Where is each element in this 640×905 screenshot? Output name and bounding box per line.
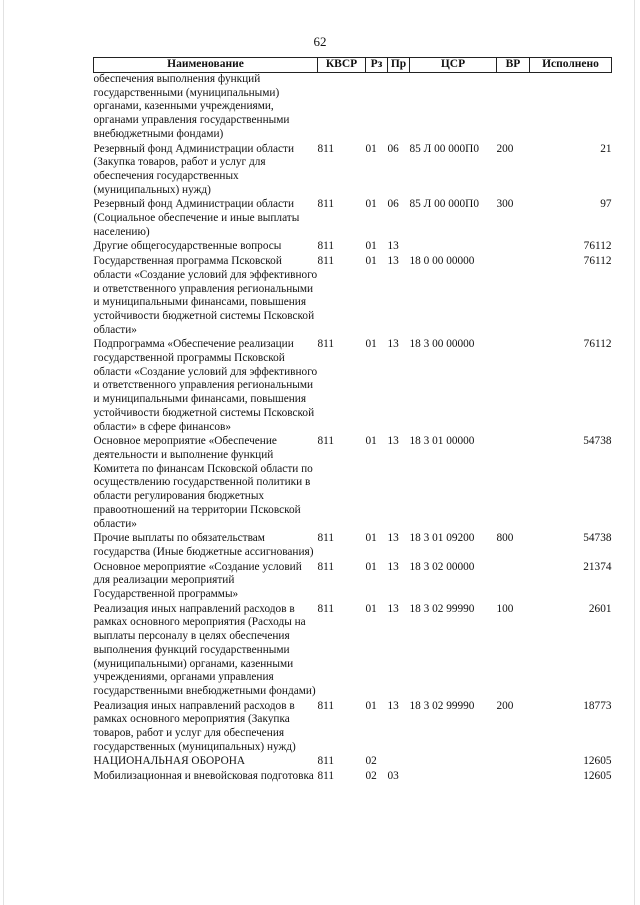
row-csr: 85 Л 00 000П0 bbox=[409, 142, 479, 155]
table-row bbox=[94, 532, 612, 560]
column-header-name: Наименование bbox=[94, 58, 318, 73]
row-csr bbox=[410, 755, 497, 770]
row-rz bbox=[366, 73, 388, 143]
row-kvsr: 811 bbox=[317, 435, 335, 448]
table-row bbox=[94, 255, 612, 338]
row-csr bbox=[410, 73, 497, 143]
budget-table bbox=[93, 57, 612, 785]
row-name: Резервный фонд Администрации области (Закупка товаров, работ и услуг для обеспечения государственных (муниципальных) нужд) bbox=[93, 142, 295, 196]
row-pr: 13 bbox=[387, 532, 399, 545]
row-vr: 200 bbox=[496, 142, 514, 155]
row-rz: 01 bbox=[365, 255, 377, 268]
row-vr bbox=[497, 435, 530, 532]
row-csr bbox=[410, 770, 497, 785]
row-name: Реализация иных направлений расходов в рамках основного мероприятия (Закупка товаров, работ и услуг для обеспечения государственных (муниципальных) нужд) bbox=[93, 699, 296, 753]
column-header-vr: ВР bbox=[497, 58, 530, 73]
row-rz: 01 bbox=[365, 435, 377, 448]
row-vr bbox=[497, 770, 530, 785]
row-pr: 13 bbox=[387, 560, 399, 573]
table-row bbox=[94, 700, 612, 756]
column-header-kvsr: КВСР bbox=[318, 58, 366, 73]
row-name: Основное мероприятие «Обеспечение деятельности и выполнение функций Комитета по финансам Псковской области по осуществлению государственной политики в области регулирования бюджетных правоотношений на территории Псковской области» bbox=[93, 435, 313, 530]
table-row bbox=[94, 240, 612, 255]
row-rz: 01 bbox=[365, 142, 377, 155]
row-rz: 01 bbox=[365, 560, 377, 573]
row-name: Подпрограмма «Обеспечение реализации государственной программы Псковской области «Создание условий для эффективного и ответственного управления региональными и муниципальными финансами, повышения устойчивости бюджетной системы Псковской области» в сфере финансов» bbox=[93, 338, 318, 433]
table-row bbox=[94, 435, 612, 532]
row-kvsr: 811 bbox=[317, 255, 335, 268]
row-kvsr: 811 bbox=[317, 755, 335, 768]
row-pr bbox=[388, 73, 410, 143]
row-pr: 06 bbox=[387, 142, 399, 155]
row-name: Резервный фонд Администрации области (Социальное обеспечение и иные выплаты населению) bbox=[93, 198, 300, 238]
row-pr: 13 bbox=[387, 435, 399, 448]
scan-edge-left bbox=[3, 0, 4, 905]
row-executed: 76112 bbox=[583, 338, 612, 351]
row-executed: 21374 bbox=[583, 560, 612, 573]
row-name: обеспечения выполнения функций государственными (муниципальными) органами, казенными учреждениями, органами управления государственными внебюджетными фондами) bbox=[93, 73, 290, 140]
row-rz: 01 bbox=[365, 532, 377, 545]
row-executed: 21 bbox=[600, 142, 612, 155]
scan-edge-right bbox=[634, 0, 635, 905]
row-rz: 01 bbox=[365, 198, 377, 211]
row-pr: 13 bbox=[387, 699, 399, 712]
row-kvsr: 811 bbox=[317, 560, 335, 573]
row-vr bbox=[497, 338, 530, 435]
row-rz: 02 bbox=[365, 755, 377, 768]
row-vr: 800 bbox=[496, 532, 514, 545]
row-csr: 18 3 02 00000 bbox=[409, 560, 475, 573]
row-kvsr: 811 bbox=[317, 602, 335, 615]
row-rz: 01 bbox=[365, 240, 377, 253]
row-csr: 85 Л 00 000П0 bbox=[409, 198, 479, 211]
row-pr: 13 bbox=[387, 602, 399, 615]
row-rz: 01 bbox=[365, 602, 377, 615]
row-kvsr: 811 bbox=[317, 699, 335, 712]
row-vr: 200 bbox=[496, 699, 514, 712]
table-body bbox=[94, 73, 612, 785]
column-header-csr: ЦСР bbox=[410, 58, 497, 73]
table-row bbox=[94, 561, 612, 603]
row-csr: 18 0 00 00000 bbox=[409, 255, 475, 268]
row-name: Государственная программа Псковской области «Создание условий для эффективного и ответственного управления региональными и муниципальными финансами, повышения устойчивости бюджетной системы Псковской области» bbox=[93, 255, 318, 336]
row-kvsr: 811 bbox=[317, 142, 335, 155]
table-row bbox=[94, 338, 612, 435]
row-vr: 100 bbox=[496, 602, 514, 615]
row-executed bbox=[530, 73, 612, 143]
table-row bbox=[94, 770, 612, 785]
row-kvsr: 811 bbox=[317, 770, 335, 783]
row-pr: 03 bbox=[387, 770, 399, 783]
row-executed: 76112 bbox=[583, 255, 612, 268]
table-header-row bbox=[94, 58, 612, 73]
row-pr bbox=[388, 755, 410, 770]
row-csr bbox=[410, 240, 497, 255]
row-executed: 18773 bbox=[583, 699, 612, 712]
row-executed: 12605 bbox=[583, 770, 612, 783]
row-vr: 300 bbox=[496, 198, 514, 211]
row-executed: 54738 bbox=[583, 435, 612, 448]
row-kvsr: 811 bbox=[317, 532, 335, 545]
column-header-executed: Исполнено bbox=[530, 58, 612, 73]
row-pr: 13 bbox=[387, 338, 399, 351]
row-csr: 18 3 02 99990 bbox=[409, 602, 475, 615]
row-pr: 06 bbox=[387, 198, 399, 211]
table-row bbox=[94, 603, 612, 700]
row-name: Мобилизационная и вневойсковая подготовка bbox=[93, 770, 314, 783]
row-kvsr: 811 bbox=[317, 338, 335, 351]
row-rz: 01 bbox=[365, 699, 377, 712]
row-pr: 13 bbox=[387, 240, 399, 253]
row-executed: 2601 bbox=[588, 602, 612, 615]
page-number: 62 bbox=[313, 34, 327, 49]
row-csr: 18 3 01 00000 bbox=[409, 435, 475, 448]
row-vr bbox=[497, 73, 530, 143]
column-header-pr: Пр bbox=[388, 58, 410, 73]
table-row bbox=[94, 755, 612, 770]
row-rz: 01 bbox=[365, 338, 377, 351]
row-pr: 13 bbox=[387, 255, 399, 268]
row-executed: 12605 bbox=[583, 755, 612, 768]
row-name: Другие общегосударственные вопросы bbox=[93, 240, 282, 253]
row-rz: 02 bbox=[365, 770, 377, 783]
row-kvsr: 811 bbox=[317, 198, 335, 211]
row-executed: 76112 bbox=[583, 240, 612, 253]
column-header-rz: Рз bbox=[366, 58, 388, 73]
table-row bbox=[94, 143, 612, 199]
row-kvsr bbox=[318, 73, 366, 143]
row-name: Реализация иных направлений расходов в рамках основного мероприятия (Расходы на выплаты персоналу в целях обеспечения выполнения функций государственными (муниципальными) органами, казенными учреждениями, органами управления государственными внебюджетными фондами) bbox=[93, 602, 316, 697]
row-executed: 97 bbox=[600, 198, 612, 211]
row-name: Прочие выплаты по обязательствам государства (Иные бюджетные ассигнования) bbox=[93, 532, 314, 558]
row-csr: 18 3 02 99990 bbox=[409, 699, 475, 712]
row-vr bbox=[497, 755, 530, 770]
row-csr: 18 3 01 09200 bbox=[409, 532, 475, 545]
row-vr bbox=[497, 561, 530, 603]
table-row bbox=[94, 73, 612, 143]
row-name: Основное мероприятие «Создание условий для реализации мероприятий Государственной программы» bbox=[93, 560, 302, 601]
row-csr: 18 3 00 00000 bbox=[409, 338, 475, 351]
row-vr bbox=[497, 240, 530, 255]
row-vr bbox=[497, 255, 530, 338]
row-kvsr: 811 bbox=[317, 240, 335, 253]
table-row bbox=[94, 198, 612, 240]
row-executed: 54738 bbox=[583, 532, 612, 545]
row-name: НАЦИОНАЛЬНАЯ ОБОРОНА bbox=[93, 755, 246, 768]
